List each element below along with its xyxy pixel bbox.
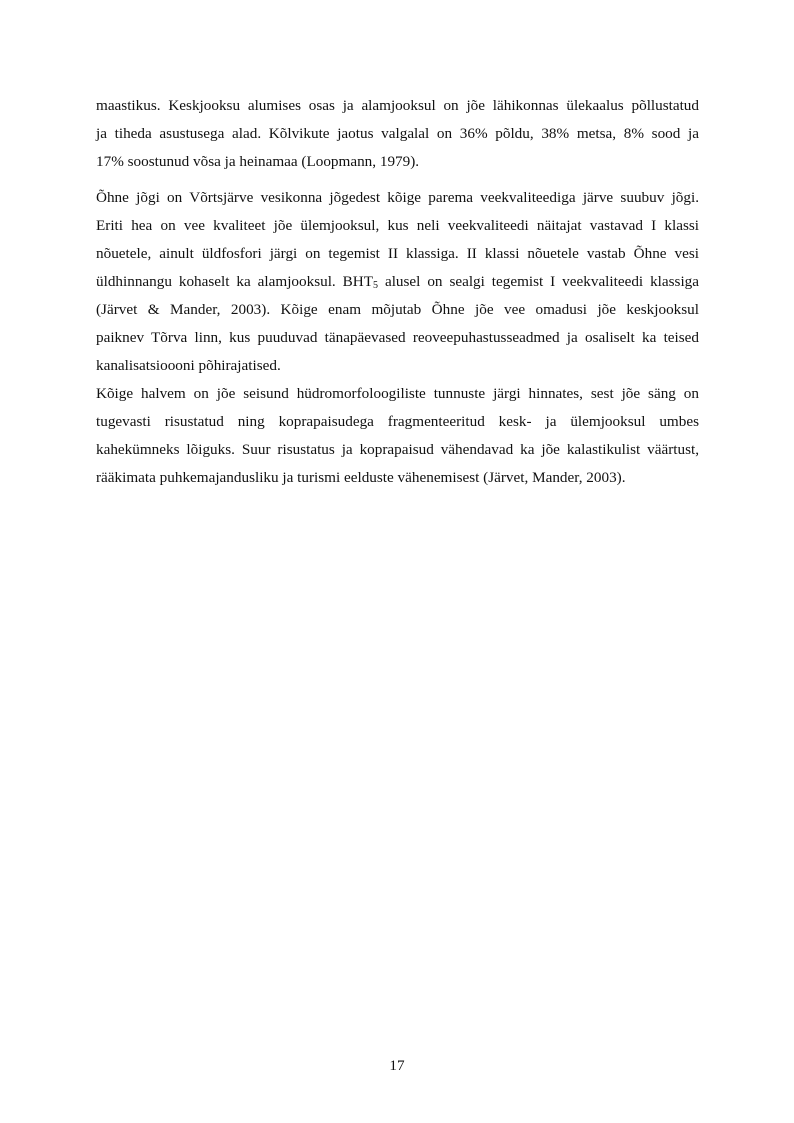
paragraph-water-quality bbox=[96, 184, 699, 380]
text-line: Õhne jõgi on Võrtsjärve vesikonna jõgedest kõige parema veekvaliteediga järve suubuv jõgi. bbox=[96, 189, 699, 206]
page-number: 17 bbox=[389, 1057, 405, 1074]
text-line: ja tiheda asustusega alad. Kõlvikute jaotus valgalal on 36% põldu, 38% metsa, 8% sood ja bbox=[96, 125, 699, 142]
text-line: nõuetele, ainult üldfosfori järgi on tegemist II klassiga. II klassi nõuetele vastab Õhne vesi bbox=[96, 245, 699, 262]
text-line: rääkimata puhkemajandusliku ja turismi eelduste vähenemisest (Järvet, Mander, 2003). bbox=[96, 469, 626, 486]
paragraph-land-use bbox=[96, 92, 699, 176]
text-line bbox=[96, 268, 699, 296]
text-line: (Järvet & Mander, 2003). Kõige enam mõjutab Õhne jõe vee omadusi jõe keskjooksul bbox=[96, 301, 699, 318]
text-line: kanalisatsioooni põhirajatised. bbox=[96, 357, 281, 374]
text-line: kahekümneks lõiguks. Suur risustatus ja koprapaisud vähendavad ka jõe kalastikulist väärtust, bbox=[96, 441, 699, 458]
text-line: paiknev Tõrva linn, kus puuduvad tänapäevased reoveepuhastusseadmed ja osaliselt ka teised bbox=[96, 329, 699, 346]
paragraph-hydromorphology bbox=[96, 380, 699, 492]
text-line: 17% soostunud võsa ja heinamaa (Loopmann, 1979). bbox=[96, 153, 420, 170]
subscript: 5 bbox=[373, 280, 379, 291]
document-body bbox=[96, 92, 699, 492]
text-line: Eriti hea on vee kvaliteet jõe ülemjooksul, kus neli veekvaliteedi näitajat vastavad I klassi bbox=[96, 217, 699, 234]
text-line: tugevasti risustatud ning koprapaisudega fragmenteeritud kesk- ja ülemjooksul umbes bbox=[96, 413, 699, 430]
text-segment: alusel on sealgi tegemist I veekvaliteedi klassiga bbox=[378, 273, 699, 290]
text-segment: üldhinnangu kohaselt ka alamjooksul. BHT bbox=[96, 273, 374, 290]
text-line: maastikus. Keskjooksu alumises osas ja alamjooksul on jõe lähikonnas ülekaalus põllustatud bbox=[96, 97, 699, 114]
text-line: Kõige halvem on jõe seisund hüdromorfoloogiliste tunnuste järgi hinnates, sest jõe säng on bbox=[96, 385, 699, 402]
